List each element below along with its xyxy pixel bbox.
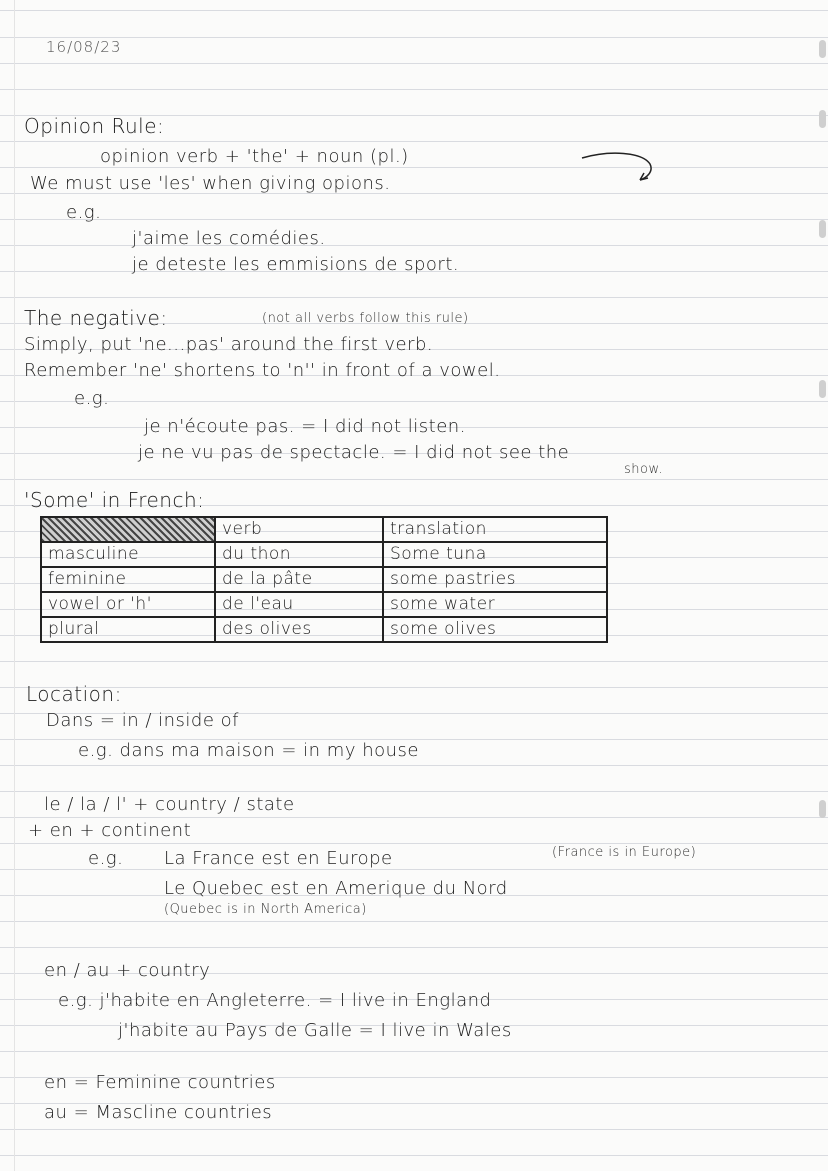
negative-example-1: je n'écoute pas. = I did not listen. — [144, 416, 466, 437]
negative-note: (not all verbs follow this rule) — [262, 311, 469, 326]
location-example-1-translation: (France is in Europe) — [552, 845, 697, 860]
table-row — [41, 567, 607, 592]
table-row — [41, 592, 607, 617]
opinion-rule-text: We must use 'les' when giving opions. — [30, 173, 391, 194]
some-table — [40, 516, 608, 643]
negative-example-2-cont: show. — [624, 462, 664, 477]
opinion-example-1: j'aime les comédies. — [132, 228, 326, 249]
table-header-translation: translation — [383, 517, 607, 542]
curved-arrow-icon — [580, 150, 660, 190]
table-cell: plural — [41, 617, 215, 642]
opinion-eg: e.g. — [66, 202, 102, 223]
location-eg: e.g. — [88, 848, 124, 869]
enau-rule: en / au + country — [44, 960, 211, 981]
table-cell: some olives — [383, 617, 607, 642]
negative-eg: e.g. — [74, 388, 110, 409]
enau-example-1: e.g. j'habite en Angleterre. = I live in England — [58, 990, 492, 1011]
location-example-2-translation: (Quebec is in North America) — [164, 902, 367, 917]
table-cell: du thon — [215, 542, 383, 567]
negative-example-2: je ne vu pas de spectacle. = I did not see the — [138, 442, 570, 463]
table-cell: some pastries — [383, 567, 607, 592]
table-row — [41, 617, 607, 642]
enau-en-note: en = Feminine countries — [44, 1072, 276, 1093]
table-cell: des olives — [215, 617, 383, 642]
table-cell: Some tuna — [383, 542, 607, 567]
enau-au-note: au = Mascline countries — [44, 1102, 273, 1123]
negative-title: The negative: — [24, 306, 168, 330]
opinion-formula: opinion verb + 'the' + noun (pl.) — [100, 146, 409, 167]
table-cell: de la pâte — [215, 567, 383, 592]
enau-example-2: j'habite au Pays de Galle = I live in Wales — [118, 1020, 512, 1041]
opinion-example-2: je deteste les emmisions de sport. — [132, 254, 460, 275]
negative-rule-1: Simply, put 'ne...pas' around the first verb. — [24, 334, 434, 355]
table-header-verb: verb — [215, 517, 383, 542]
location-title: Location: — [26, 682, 122, 706]
table-cell: vowel or 'h' — [41, 592, 215, 617]
margin-line — [14, 0, 15, 1171]
location-example-2: Le Quebec est en Amerique du Nord — [164, 878, 508, 899]
location-en-rule: + en + continent — [28, 820, 192, 841]
location-le-rule: le / la / l' + country / state — [44, 794, 295, 815]
binder-rings — [816, 20, 828, 1150]
negative-rule-2: Remember 'ne' shortens to 'n'' in front of a vowel. — [24, 360, 501, 381]
table-header-row — [41, 517, 607, 542]
table-cell: de l'eau — [215, 592, 383, 617]
table-header-blank — [41, 517, 215, 542]
table-cell: some water — [383, 592, 607, 617]
opinion-rule-title: Opinion Rule: — [24, 114, 165, 138]
some-title: 'Some' in French: — [24, 488, 205, 512]
table-cell: masculine — [41, 542, 215, 567]
table-cell: feminine — [41, 567, 215, 592]
location-example-1: La France est en Europe — [164, 848, 393, 869]
location-dans-example: e.g. dans ma maison = in my house — [78, 740, 420, 761]
date: 16/08/23 — [46, 38, 122, 56]
table-row — [41, 542, 607, 567]
location-dans: Dans = in / inside of — [46, 710, 239, 731]
